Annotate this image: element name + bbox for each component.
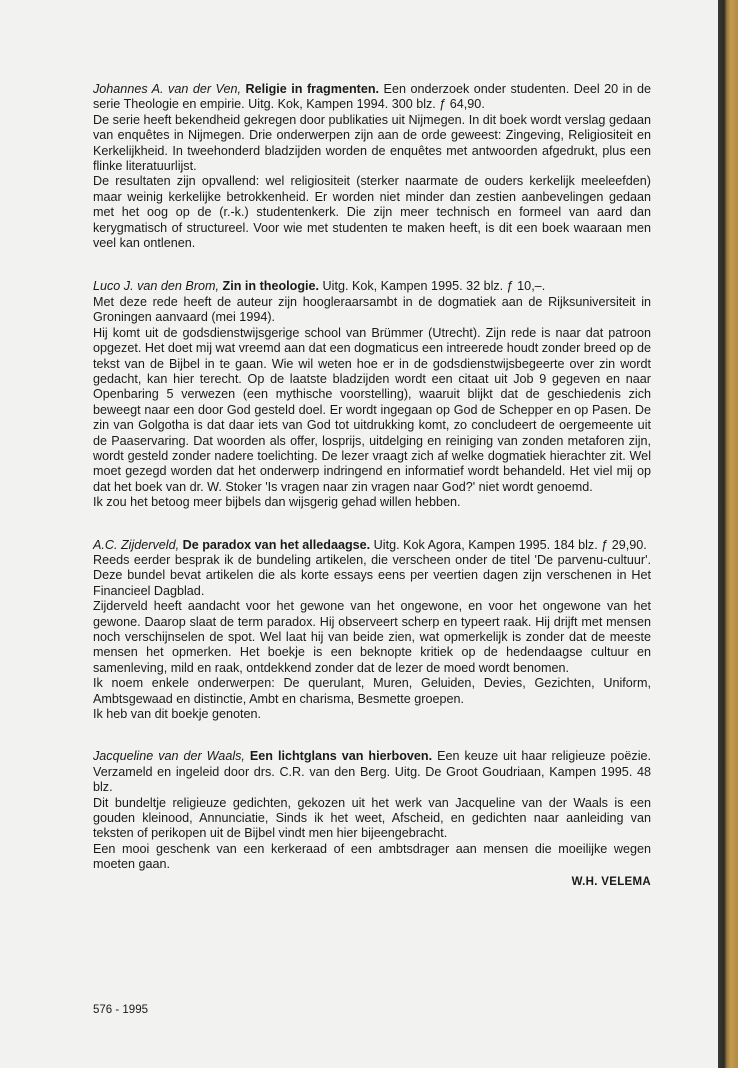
review-paragraph: Met deze rede heeft de auteur zijn hoogleraarsambt in de dogmatiek aan de Rijksuniversiteit in Groningen aanvaard (mei 1994). [93,294,651,325]
review-lichtglans-van-hierboven [93,749,651,890]
review-title: Een lichtglans van hierboven. [249,749,433,764]
review-paragraph: Dit bundeltje religieuze gedichten, gekozen uit het werk van Jacqueline van der Waals is een gouden kleinood, Annunciatie, Sinds ik het weet, Afscheid, en gedichten naar aanleiding van teksten of perikopen uit de Bijbel vindt men hier bijeengebracht. [93,795,651,841]
review-paragraph: Reeds eerder besprak ik de bundeling artikelen, die verscheen onder de titel 'De parvenu-cultuur'. Deze bundel bevat artikelen die als korte essays eens per veertien dagen zijn verschenen in Het Financieel Dagblad. [93,552,651,598]
review-heading [93,82,651,113]
review-title: De paradox van het alledaagse. [182,537,371,552]
review-religie-in-fragmenten [93,82,651,251]
review-paragraph: Ik zou het betoog meer bijbels dan wijsgerig gehad willen hebben. [93,495,461,510]
review-paragraph: Zijderveld heeft aandacht voor het gewone van het ongewone, en voor het ongewone van het gewone. Daarop slaat de term paradox. Hij observeert scherp en typeert raak. Hij drijft met mensen noch verschijnselen de spot. Wel laat hij van beide zien, wat opmerkelijk is zonder dat de meeste mensen het opmerken. Het boekje is een beknopte kritiek op de hedendaagse cultuur en samenleving, mild en raak, ontdekkend zonder dat de lezer de moed wordt benomen. [93,599,651,675]
review-author: Johannes A. van der Ven, [93,82,241,96]
review-citation: Een onderzoek onder studenten. Deel 20 in de serie Theologie en empirie. Uitg. Kok, Kampen 1994. 300 blz. ƒ 64,90. [93,82,651,112]
review-heading [93,279,651,294]
review-paradox-van-het-alledaagse [93,538,651,723]
review-zin-in-theologie [93,279,651,510]
review-title: Religie in fragmenten. [245,82,380,96]
review-paragraph: De resultaten zijn opvallend: wel religiositeit (sterker naarmate de ouders kerkelijk meeleefden) maar weinig kerkelijke betrokkenheid. Er worden niet minder dan zestien aanbevelingen gedaan met het oog op de (r.-k.) studentenkerk. Die zijn meer technisch en formeel van aard dan kerygmatisch of structureel. Voor wie met studenten te maken heeft, is dit een boek waaraan men veel kan ontlenen. [93,174,651,251]
review-paragraph: De serie heeft bekendheid gekregen door publikaties uit Nijmegen. In dit boek wordt verslag gedaan van enquêtes in Nijmegen. Drie onderwerpen zijn aan de orde geweest: Zingeving, Religiositeit en Kerkelijkheid. In tweehonderd bladzijden worden de enquêtes met antwoorden afgedrukt, plus een flinke literatuurlijst. [93,112,651,174]
review-author: A.C. Zijderveld, [93,537,180,552]
review-citation: Uitg. Kok Agora, Kampen 1995. 184 blz. ƒ 29,90. [370,537,647,552]
review-heading [93,538,651,553]
review-paragraph: Ik heb van dit boekje genoten. [93,707,262,722]
review-column [93,82,651,890]
review-citation: Een keuze uit haar religieuze poëzie. Verzameld en ingeleid door drs. C.R. van den Berg. Uitg. De Groot Goudriaan, Kampen 1995. 48 blz. [93,749,652,795]
page-number: 576 - 1995 [93,1004,148,1016]
review-title: Zin in theologie. [222,279,320,294]
review-paragraph: Hij komt uit de godsdienstwijsgerige school van Brümmer (Utrecht). Zijn rede is naar dat patroon opgezet. Het doet mij wat vreemd aan dat een dogmaticus een intreerede houdt zonder breed op de tekst van de Bijbel in te gaan. Wie wil weten hoe er in de godsdienstwijsbegeerte over zin wordt gedacht, kan hier terecht. Op de laatste bladzijden wordt een citaat uit Job 9 gegeven en naar Openbaring 5 verwezen (een mythische voorstelling), waaruit blijkt dat de geschiedenis zich beweegt naar een door God gesteld doel. Er wordt ingegaan op God de Schepper en op Pasen. De zin van Golgotha is dat daar iets van God tot uitdrukking komt, zo concludeert de oergemeente uit de Paaservaring. Dat woorden als offer, losprijs, uitdelging en reiniging van zonden metaforen zijn, wordt gesteld zonder nadere toelichting. De lezer vraagt zich af welke dogmatiek hierachter zit. Wel moet gezegd worden dat het onderwerp indringend en informatief wordt behandeld. Het viel mij op dat het boek van dr. W. Stoker 'Is vragen naar zin vragen naar God?' niet wordt genoemd. [93,325,651,494]
book-spine-edge [718,0,738,1068]
review-paragraph: Een mooi geschenk van een kerkeraad of een ambtsdrager aan mensen die moeilijke wegen moeten gaan. [93,841,651,872]
review-author: Luco J. van den Brom, [93,279,220,294]
reviewer-signature: W.H. VELEMA [571,875,651,888]
review-paragraph: Ik noem enkele onderwerpen: De querulant, Muren, Geluiden, Devies, Gezichten, Uniform, Ambtsgewaad en distinctie, Ambt en charisma, Besmette groepen. [93,676,651,706]
review-author: Jacqueline van der Waals, [93,749,245,764]
review-citation: Uitg. Kok, Kampen 1995. 32 blz. ƒ 10,–. [319,279,546,294]
review-heading [93,749,651,795]
